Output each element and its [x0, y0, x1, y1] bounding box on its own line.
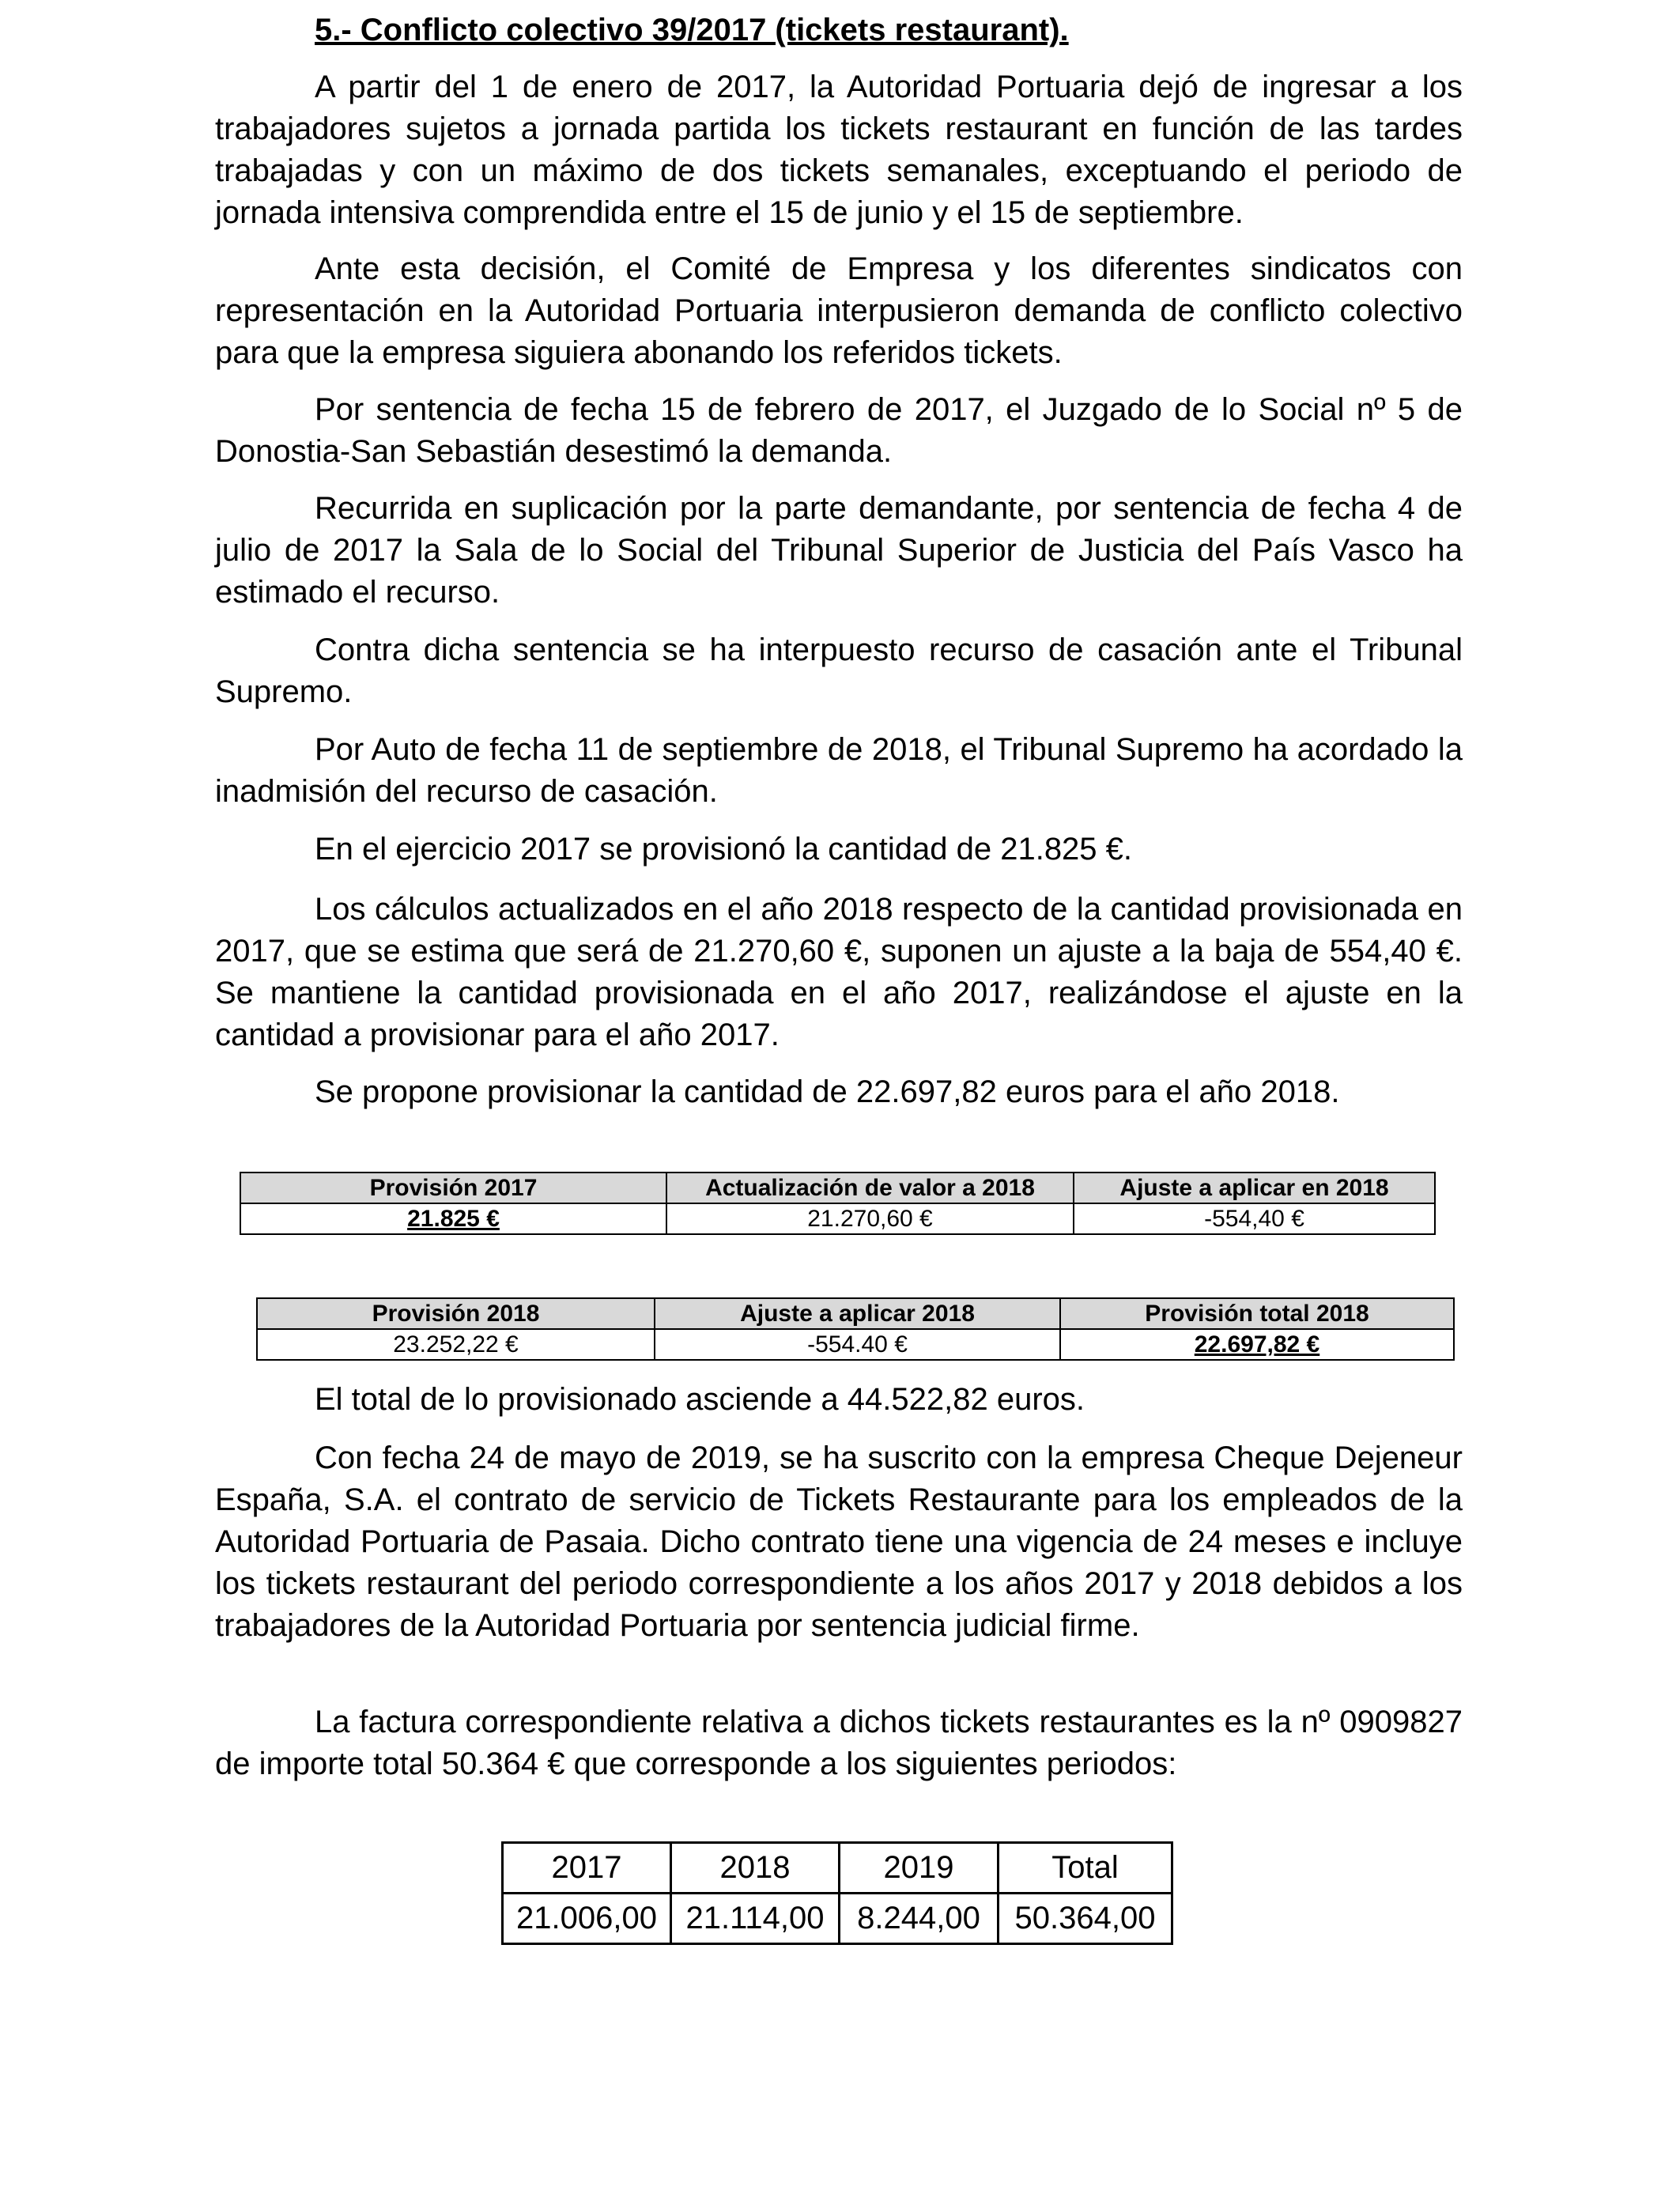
table-cell: [240, 1203, 666, 1234]
paragraph: Contra dicha sentencia se ha interpuesto recurso de casación ante el Tribunal Supremo.: [215, 633, 1463, 709]
table-header-row: [257, 1298, 1454, 1329]
table-cell: -554,40 €: [1074, 1203, 1435, 1234]
provision-2017-table: [240, 1172, 1436, 1235]
provision-2017-value: 21.825 €: [407, 1206, 500, 1232]
paragraph: Por sentencia de fecha 15 de febrero de 2017, el Juzgado de lo Social nº 5 de Donostia-San Sebastián desestimó la demanda.: [215, 392, 1463, 469]
invoice-periods-table: [501, 1841, 1173, 1945]
table-header-cell: Ajuste a aplicar en 2018: [1074, 1173, 1435, 1203]
table-cell: 8.244,00: [840, 1894, 999, 1944]
paragraph: A partir del 1 de enero de 2017, la Autoridad Portuaria dejó de ingresar a los trabajadores sujetos a jornada partida los tickets restaurant en función de las tardes trabajadas y con un máximo de dos tickets semanales, exceptuando el periodo de jornada intensiva comprendida entre el 15 de junio y el 15 de septiembre.: [215, 70, 1463, 230]
table-header-cell: 2017: [503, 1843, 671, 1894]
provision-2018-table: [256, 1297, 1455, 1361]
table-cell: 21.114,00: [671, 1894, 840, 1944]
table-header-cell: Actualización de valor a 2018: [666, 1173, 1074, 1203]
table-row: [257, 1329, 1454, 1360]
paragraph: La factura correspondiente relativa a dichos tickets restaurantes es la nº 0909827 de importe total 50.364 € que corresponde a los siguientes periodos:: [215, 1705, 1463, 1781]
table-cell: 23.252,22 €: [257, 1329, 655, 1360]
paragraph: Ante esta decisión, el Comité de Empresa y los diferentes sindicatos con representación en la Autoridad Portuaria interpusieron demanda de conflicto colectivo para que la empresa siguiera abonando los referidos tickets.: [215, 251, 1463, 370]
table-header-row: [503, 1843, 1172, 1894]
paragraph: Los cálculos actualizados en el año 2018 respecto de la cantidad provisionada en 2017, que se estima que será de 21.270,60 €, suponen un ajuste a la baja de 554,40 €. Se mantiene la cantidad provisionada en el año 2017, realizándose el ajuste en la cantidad a provisionar para el año 2017.: [215, 892, 1463, 1052]
table-cell: 50.364,00: [999, 1894, 1172, 1944]
paragraph: El total de lo provisionado asciende a 44.522,82 euros.: [315, 1382, 1085, 1417]
table-cell: 21.006,00: [503, 1894, 671, 1944]
table-header-cell: Total: [999, 1843, 1172, 1894]
provision-total-2018-value: 22.697,82 €: [1194, 1331, 1320, 1358]
table-header-cell: 2019: [840, 1843, 999, 1894]
table-row: [503, 1894, 1172, 1944]
table-row: [240, 1203, 1435, 1234]
paragraph: En el ejercicio 2017 se provisionó la cantidad de 21.825 €.: [315, 832, 1133, 867]
paragraph: Con fecha 24 de mayo de 2019, se ha suscrito con la empresa Cheque Dejeneur España, S.A. el contrato de servicio de Tickets Restaurante para los empleados de la Autoridad Portuaria de Pasaia. Dicho contrato tiene una vigencia de 24 meses e incluye los tickets restaurant del periodo correspondiente a los años 2017 y 2018 debidos a los trabajadores de la Autoridad Portuaria por sentencia judicial firme.: [215, 1441, 1463, 1643]
table-cell: -554.40 €: [655, 1329, 1060, 1360]
paragraph: Por Auto de fecha 11 de septiembre de 2018, el Tribunal Supremo ha acordado la inadmisión del recurso de casación.: [215, 732, 1463, 809]
table-header-cell: 2018: [671, 1843, 840, 1894]
table-header-cell: Provisión 2018: [257, 1298, 655, 1329]
table-cell: 21.270,60 €: [666, 1203, 1074, 1234]
table-header-cell: Ajuste a aplicar 2018: [655, 1298, 1060, 1329]
paragraph: Recurrida en suplicación por la parte demandante, por sentencia de fecha 4 de julio de 2017 la Sala de lo Social del Tribunal Superior de Justicia del País Vasco ha estimado el recurso.: [215, 491, 1463, 610]
table-header-row: [240, 1173, 1435, 1203]
table-header-cell: Provisión 2017: [240, 1173, 666, 1203]
table-header-cell: Provisión total 2018: [1060, 1298, 1454, 1329]
section-heading: 5.- Conflicto colectivo 39/2017 (tickets restaurant).: [315, 13, 1069, 47]
paragraph: Se propone provisionar la cantidad de 22.697,82 euros para el año 2018.: [315, 1074, 1340, 1109]
table-cell: [1060, 1329, 1454, 1360]
